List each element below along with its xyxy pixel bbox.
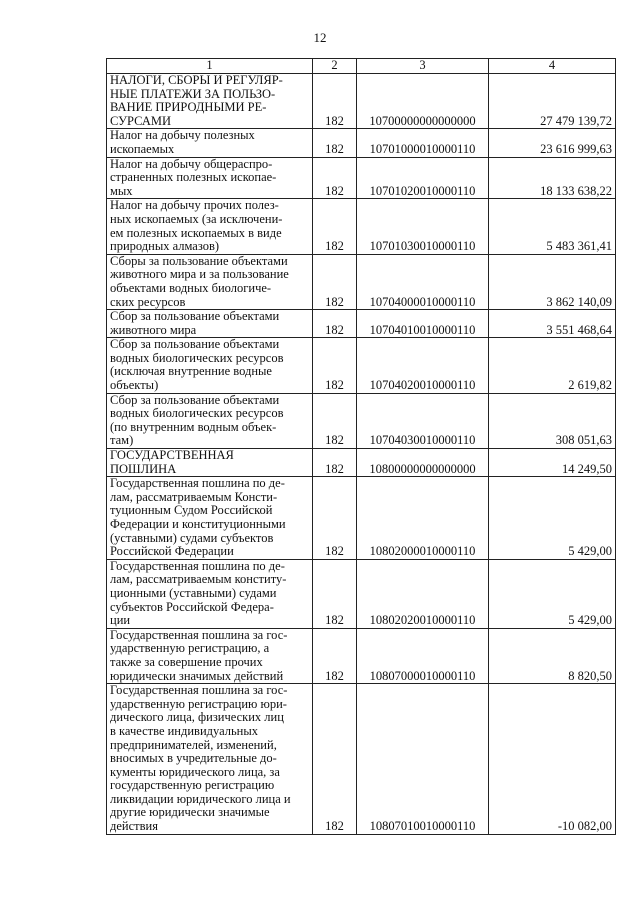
column-header-4: 4 <box>489 59 616 74</box>
row-admin-code-cell: 182 <box>313 199 357 254</box>
row-budget-code-cell: 10704010010000110 <box>357 310 489 338</box>
row-budget-code-cell: 10701020010000110 <box>357 157 489 199</box>
table-row <box>107 74 616 129</box>
row-admin-code-cell: 182 <box>313 477 357 560</box>
row-name-cell: Налог на добычу прочих полез- ных ископаемых (за исключени- ем полезных ископаемых в виде природных алмазов) <box>107 199 313 254</box>
row-name-cell: Налог на добычу общераспро- страненных полезных ископае- мых <box>107 157 313 199</box>
row-name-cell: Государственная пошлина по де- лам, рассматриваемым Консти- туционным Судом Российской Федерации и конституционными (уставными) судами субъектов Российской Федерации <box>107 477 313 560</box>
page-number: 12 <box>313 30 327 45</box>
table-row <box>107 129 616 157</box>
row-admin-code-cell: 182 <box>313 157 357 199</box>
row-budget-code-cell: 10704020010000110 <box>357 338 489 393</box>
column-header-2: 2 <box>313 59 357 74</box>
row-amount-cell: -10 082,00 <box>489 684 616 835</box>
row-name-cell: Сборы за пользование объектами животного мира и за пользование объектами водных биологиче- ских ресурсов <box>107 254 313 309</box>
table-row <box>107 157 616 199</box>
row-name-cell: Сбор за пользование объектами животного мира <box>107 310 313 338</box>
table-row <box>107 684 616 835</box>
row-name-cell: Государственная пошлина за гос- ударственную регистрацию, а также за совершение прочих юридически значимых действий <box>107 628 313 683</box>
table-row <box>107 199 616 254</box>
row-amount-cell: 308 051,63 <box>489 393 616 448</box>
row-budget-code-cell: 10802020010000110 <box>357 559 489 628</box>
row-amount-cell: 14 249,50 <box>489 449 616 477</box>
row-admin-code-cell: 182 <box>313 684 357 835</box>
row-name-cell: Сбор за пользование объектами водных биологических ресурсов (исключая внутренние водные объекты) <box>107 338 313 393</box>
row-amount-cell: 8 820,50 <box>489 628 616 683</box>
column-header-3: 3 <box>357 59 489 74</box>
table-header-row <box>107 59 616 74</box>
row-budget-code-cell: 10800000000000000 <box>357 449 489 477</box>
table-row <box>107 310 616 338</box>
row-name-cell: Государственная пошлина за гос- ударственную регистрацию юри- дического лица, физических лиц в качестве индивидуальных предпринимателей, изменений, вносимых в учредительные до- кументы юридического лица, за государственную регистрацию ликвидации юридического лица и другие юридически значимые действия <box>107 684 313 835</box>
row-name-cell: ГОСУДАРСТВЕННАЯ ПОШЛИНА <box>107 449 313 477</box>
table-row <box>107 628 616 683</box>
row-admin-code-cell: 182 <box>313 74 357 129</box>
row-amount-cell: 27 479 139,72 <box>489 74 616 129</box>
row-amount-cell: 2 619,82 <box>489 338 616 393</box>
row-budget-code-cell: 10807000010000110 <box>357 628 489 683</box>
row-budget-code-cell: 10701000010000110 <box>357 129 489 157</box>
table-row <box>107 477 616 560</box>
row-name-cell: Налог на добычу полезных ископаемых <box>107 129 313 157</box>
table-row <box>107 254 616 309</box>
row-amount-cell: 5 483 361,41 <box>489 199 616 254</box>
row-budget-code-cell: 10807010010000110 <box>357 684 489 835</box>
row-budget-code-cell: 10802000010000110 <box>357 477 489 560</box>
table-row <box>107 338 616 393</box>
row-admin-code-cell: 182 <box>313 129 357 157</box>
row-budget-code-cell: 10704030010000110 <box>357 393 489 448</box>
table-row <box>107 559 616 628</box>
row-admin-code-cell: 182 <box>313 449 357 477</box>
row-admin-code-cell: 182 <box>313 310 357 338</box>
revenue-table <box>106 58 616 835</box>
row-name-cell: НАЛОГИ, СБОРЫ И РЕГУЛЯР- НЫЕ ПЛАТЕЖИ ЗА ПОЛЬЗО- ВАНИЕ ПРИРОДНЫМИ РЕ- СУРСАМИ <box>107 74 313 129</box>
row-budget-code-cell: 10701030010000110 <box>357 199 489 254</box>
row-admin-code-cell: 182 <box>313 628 357 683</box>
row-amount-cell: 3 551 468,64 <box>489 310 616 338</box>
row-amount-cell: 5 429,00 <box>489 559 616 628</box>
row-amount-cell: 18 133 638,22 <box>489 157 616 199</box>
row-admin-code-cell: 182 <box>313 393 357 448</box>
column-header-1: 1 <box>107 59 313 74</box>
row-name-cell: Государственная пошлина по де- лам, рассматриваемым конститу- ционными (уставными) судами субъектов Российской Федера- ции <box>107 559 313 628</box>
row-amount-cell: 3 862 140,09 <box>489 254 616 309</box>
row-amount-cell: 5 429,00 <box>489 477 616 560</box>
table-body <box>107 74 616 835</box>
row-amount-cell: 23 616 999,63 <box>489 129 616 157</box>
table-row <box>107 393 616 448</box>
row-budget-code-cell: 10704000010000110 <box>357 254 489 309</box>
row-admin-code-cell: 182 <box>313 559 357 628</box>
row-admin-code-cell: 182 <box>313 338 357 393</box>
table-row <box>107 449 616 477</box>
row-admin-code-cell: 182 <box>313 254 357 309</box>
row-name-cell: Сбор за пользование объектами водных биологических ресурсов (по внутренним водным объек- там) <box>107 393 313 448</box>
row-budget-code-cell: 10700000000000000 <box>357 74 489 129</box>
